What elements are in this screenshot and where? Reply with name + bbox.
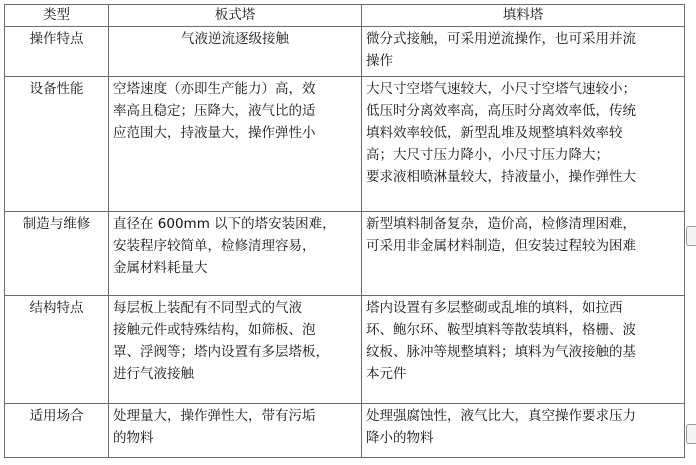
packed-tower-cell [362, 296, 685, 404]
cell-line: 微分式接触，可采用逆流操作，也可采用并流 [366, 31, 636, 47]
cell-line: 降小的物料 [366, 430, 434, 446]
cell-line: 大尺寸空塔气速较大，小尺寸空塔气速较小； [366, 81, 636, 97]
table-row [5, 404, 685, 458]
cell-line: 率高且稳定；压降大，液气比的适 [113, 103, 316, 119]
cell-line: 新型填料制备复杂，造价高，检修清理困难， [366, 216, 636, 232]
row-type-cell: 适用场合 [5, 404, 109, 458]
packed-tower-cell [362, 77, 685, 212]
plate-tower-cell [109, 27, 362, 77]
cell-line: 操作 [366, 53, 393, 69]
table-row [5, 212, 685, 296]
table-row [5, 27, 685, 77]
cell-line: 金属材料耗量大 [113, 260, 208, 276]
cell-line: 要求液相喷淋量较大，持液量小，操作弹性大 [366, 169, 636, 185]
cell-line: 接触元件或特殊结构，如筛板、泡 [113, 322, 316, 338]
cell-line: 处理量大，操作弹性大，带有污垢 [113, 408, 316, 424]
comparison-table [4, 4, 685, 458]
plate-tower-cell [109, 212, 362, 296]
cell-line: 填料效率较低，新型乱堆及规整填料效率较 [366, 125, 623, 141]
cell-line: 可采用非金属材料制造，但安装过程较为困难 [366, 238, 636, 254]
cell-line: 罩、浮阀等；塔内设置有多层塔板， [113, 344, 329, 360]
cell-line: 每层板上装配有不同型式的气液 [113, 300, 302, 316]
plate-tower-cell [109, 77, 362, 212]
packed-tower-cell [362, 27, 685, 77]
cell-line: 低压时分离效率高，高压时分离效率低，传统 [366, 103, 636, 119]
cell-line: 应范围大，持液量大，操作弹性小 [113, 125, 316, 141]
plate-tower-cell [109, 404, 362, 458]
packed-tower-cell [362, 404, 685, 458]
table-row [5, 296, 685, 404]
plate-tower-cell [109, 296, 362, 404]
cell-line: 进行气液接触 [113, 366, 194, 382]
header-type: 类型 [5, 5, 109, 27]
cell-line: 处理强腐蚀性，液气比大，真空操作要求压力 [366, 408, 636, 424]
cell-line: 环、鲍尔环、鞍型填料等散装填料，格栅、波 [366, 322, 636, 338]
cell-line: 高；大尺寸压力降小，小尺寸压力降大； [366, 147, 609, 163]
header-row [5, 5, 685, 27]
cell-line: 空塔速度（亦即生产能力）高，效 [113, 81, 316, 97]
row-type-cell: 操作特点 [5, 27, 109, 77]
cell-line: 直径在 600mm 以下的塔安装困难， [113, 216, 336, 232]
cell-line: 的物料 [113, 430, 154, 446]
cell-line: 安装程序较简单，检修清理容易， [113, 238, 316, 254]
cell-line: 本元件 [366, 366, 407, 382]
header-plate-tower: 板式塔 [109, 5, 362, 27]
packed-tower-cell [362, 212, 685, 296]
header-packed-tower: 填料塔 [362, 5, 685, 27]
row-type-cell: 结构特点 [5, 296, 109, 404]
cell-line: 纹板、脉冲等规整填料；填料为气液接触的基 [366, 344, 636, 360]
cell-line: 塔内设置有多层整砌或乱堆的填料，如拉西 [366, 300, 623, 316]
edge-scroll-tab[interactable] [686, 424, 696, 444]
row-type-cell: 制造与维修 [5, 212, 109, 296]
row-type-cell: 设备性能 [5, 77, 109, 212]
cell-line: 气液逆流逐级接触 [181, 31, 289, 47]
table-row [5, 77, 685, 212]
edge-scroll-tab[interactable] [686, 226, 696, 246]
